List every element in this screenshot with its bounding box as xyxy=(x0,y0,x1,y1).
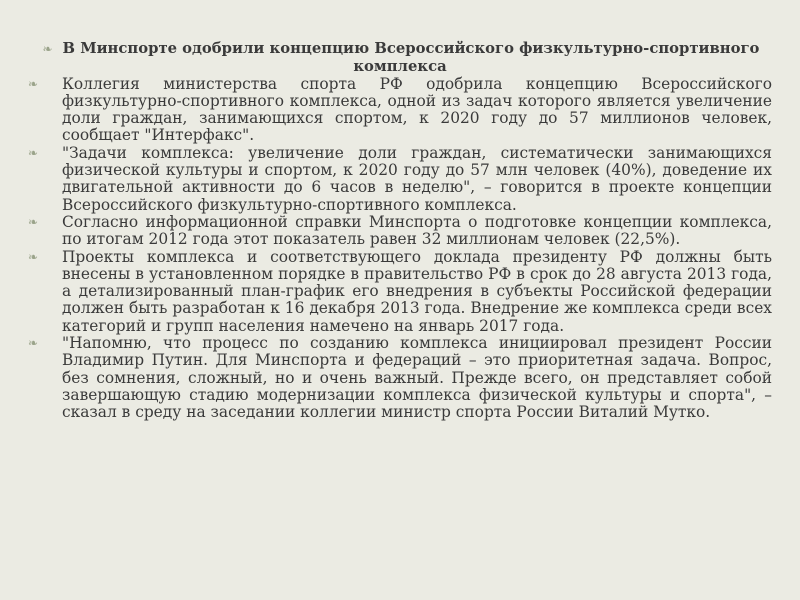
slide-heading xyxy=(28,40,772,76)
paragraph-text: Проекты комплекса и соответствующего доклада президенту РФ должны быть внесены в установленном порядке в правительство РФ в срок до 28 августа 2013 года, а детализированный план-график его внедрения в субъекты Российской федерации должен быть разработан к 16 декабря 2013 года. Внедрение же комплекса среди всех категорий и групп населения намечено на январь 2017 года. xyxy=(62,247,772,335)
paragraph-text: "Напомню, что процесс по созданию комплекса инициировал президент России Владимир Путин. Для Минспорта и федераций – это приоритетная задача. Вопрос, без сомнения, сложный, но и очень важный. Прежде всего, он представляет собой завершающую стадию модернизации комплекса физической культуры и спорта", – сказал в среду на заседании коллегии министр спорта России Виталий Мутко. xyxy=(62,334,772,422)
fleuron-bullet-icon: ❧ xyxy=(28,336,39,351)
paragraph-text: Согласно информационной справки Минспорта о подготовке концепции комплекса, по итогам 2012 года этот показатель равен 32 миллионам человек (22,5%). xyxy=(62,212,772,249)
fleuron-bullet-icon: ❧ xyxy=(28,76,39,91)
slide xyxy=(28,40,772,600)
fleuron-bullet-icon: ❧ xyxy=(28,214,39,229)
paragraph-item xyxy=(28,214,772,249)
paragraph-item xyxy=(28,145,772,214)
paragraph-item xyxy=(28,76,772,145)
paragraph-text: "Задачи комплекса: увеличение доли граждан, систематически занимающихся физической культуры и спортом, к 2020 году до 57 млн человек (40%), доведение их двигательной активности до 6 часов в неделю", – говорится в проекте концепции Всероссийского физкультурно-спортивного комплекса. xyxy=(62,143,772,214)
heading-text: В Минспорте одобрили концепцию Всероссийского физкультурно-спортивного комплекса xyxy=(62,40,760,76)
paragraph-text: Коллегия министерства спорта РФ одобрила концепцию Всероссийского физкультурно-спортивного комплекса, одной из задач которого является увеличение доли граждан, занимающихся спортом, к 2020 году до 57 миллионов человек, сообщает "Интерфакс". xyxy=(62,74,772,145)
fleuron-bullet-icon: ❧ xyxy=(28,249,39,264)
paragraph-item xyxy=(28,335,772,421)
fleuron-bullet-icon: ❧ xyxy=(42,42,53,56)
fleuron-bullet-icon: ❧ xyxy=(28,145,39,160)
paragraph-item xyxy=(28,249,772,335)
